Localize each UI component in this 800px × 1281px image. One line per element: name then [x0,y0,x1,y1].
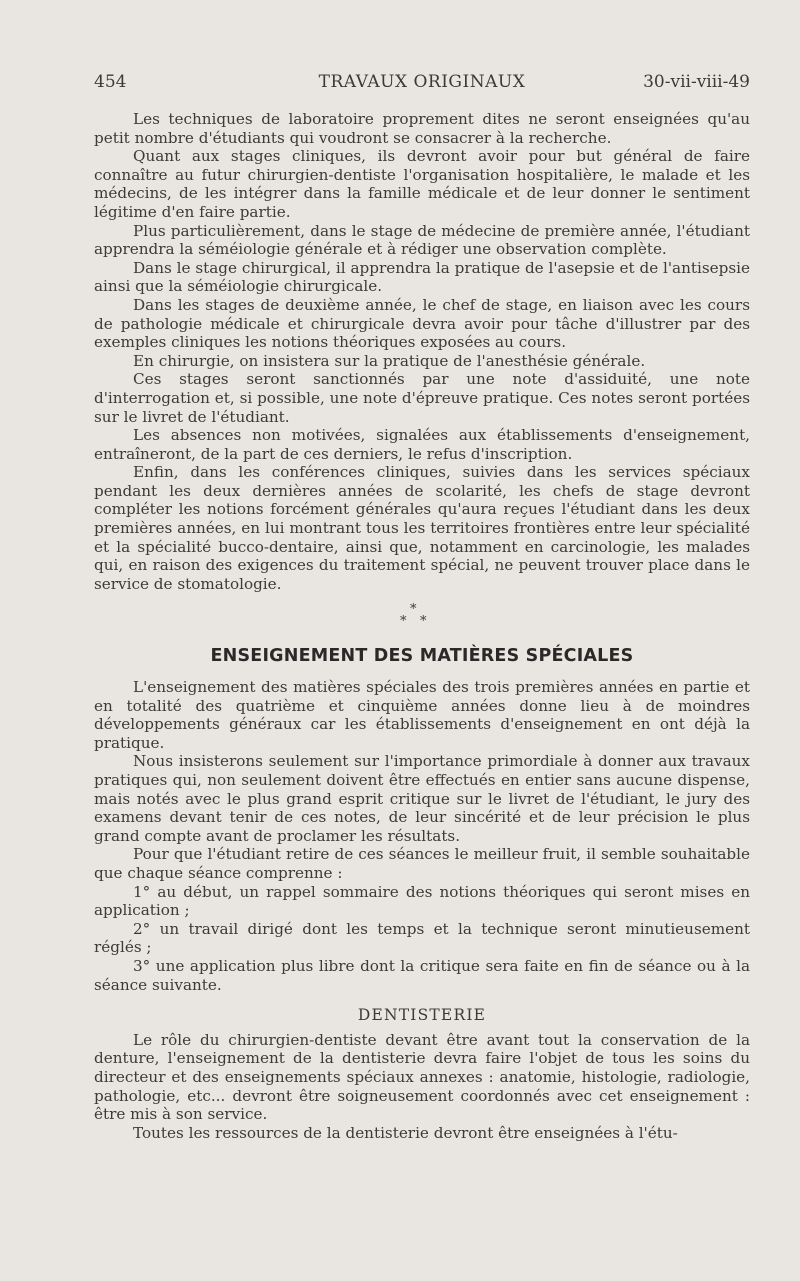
issue-date: 30-vii-viii-49 [643,72,750,92]
paragraph: Plus particulièrement, dans le stage de médecine de première année, l'étudiant apprendra la séméiologie générale et à rédiger une observation complète. [94,221,750,259]
running-header [94,72,750,96]
paragraph: L'enseignement des matières spéciales des trois premières années en partie et en totalité des quatrième et cinquième années donne lieu à de moindres développements généraux car les établissements d'enseignement en ont déjà la pratique. [94,678,750,752]
paragraph: Nous insisterons seulement sur l'importance primordiale à donner aux travaux pratiques qui, non seulement doivent être effectués en entier sans aucune dispense, mais notés avec le plus grand esprit critique sur le livret de l'étudiant, le jury des examens devant tenir de ces notes, de leur sincérité et de leur précision le plus grand compte avant de proclamer les résultats. [94,752,750,845]
paragraph: Pour que l'étudiant retire de ces séances le meilleur fruit, il semble souhaitable que chaque séance comprenne : [94,845,750,882]
paragraph: En chirurgie, on insistera sur la pratique de l'anesthésie générale. [133,351,646,370]
paragraph: Les techniques de laboratoire proprement dites ne seront enseignées qu'au petit nombre d'étudiants qui voudront se consacrer à la recherche. [94,110,750,147]
section-heading: ENSEIGNEMENT DES MATIÈRES SPÉCIALES [210,646,634,667]
journal-section-title: TRAVAUX ORIGINAUX [318,72,526,92]
page-number: 454 [94,72,127,92]
paragraph: Dans les stages de deuxième année, le chef de stage, en liaison avec les cours de pathologie médicale et chirurgicale devra avoir pour tâche d'illustrer par des exemples cliniques les notions théoriques exposées au cours. [94,295,750,352]
paragraph: Toutes les ressources de la dentisterie devront être enseignées à l'étu- [133,1123,678,1142]
list-item: 3° une application plus libre dont la critique sera faite en fin de séance ou à la séance suivante. [94,956,750,994]
paragraph: Les absences non motivées, signalées aux établissements d'enseignement, entraîneront, de la part de ces derniers, le refus d'inscription. [94,426,750,463]
list-item: 2° un travail dirigé dont les temps et la technique seront minutieusement réglés ; [94,919,750,957]
asterism-ornament [94,593,750,639]
asterism-star: * [400,614,407,630]
asterism-star: * [420,614,427,630]
list-item: 1° au début, un rappel sommaire des notions théoriques qui seront mises en application ; [94,882,750,920]
paragraph: Enfin, dans les conférences cliniques, suivies dans les services spéciaux pendant les deux dernières années de scolarité, les chefs de stage devront compléter les notions forcément générales qu'aura reçues l'étudiant dans les deux premières années, en lui montrant tous les territoires frontières entre leur spécialité et la spécialité bucco-dentaire, ainsi que, notamment en carcinologie, les malades qui, en raison des exigences du traitement spécial, ne peuvent trouver place dans le service de stomatologie. [94,463,750,593]
paragraph: Ces stages seront sanctionnés par une note d'assiduité, une note d'interrogation et, si possible, une note d'épreuve pratique. Ces notes seront portées sur le livret de l'étudiant. [94,370,750,426]
article-body [94,110,750,1142]
asterism-star: * [410,602,417,618]
subsection-heading: DENTISTERIE [357,1006,487,1025]
paragraph: Quant aux stages cliniques, ils devront avoir pour but général de faire connaître au futur chirurgien-dentiste l'organisation hospitalière, le malade et les médecins, de les intégrer dans la famille médicale et de leur donner le sentiment légitime d'en faire partie. [94,147,750,221]
paragraph: Dans le stage chirurgical, il apprendra la pratique de l'asepsie et de l'antisepsie ainsi que la séméiologie chirurgicale. [94,258,750,296]
paragraph: Le rôle du chirurgien-dentiste devant être avant tout la conservation de la denture, l'enseignement de la dentisterie devra faire l'objet de tous les soins du directeur et des enseignements spéciaux annexes : anatomie, histologie, radiologie, pathologie, etc... devront être soigneusement coordonnés avec cet enseignement : être mis à son service. [94,1030,750,1124]
